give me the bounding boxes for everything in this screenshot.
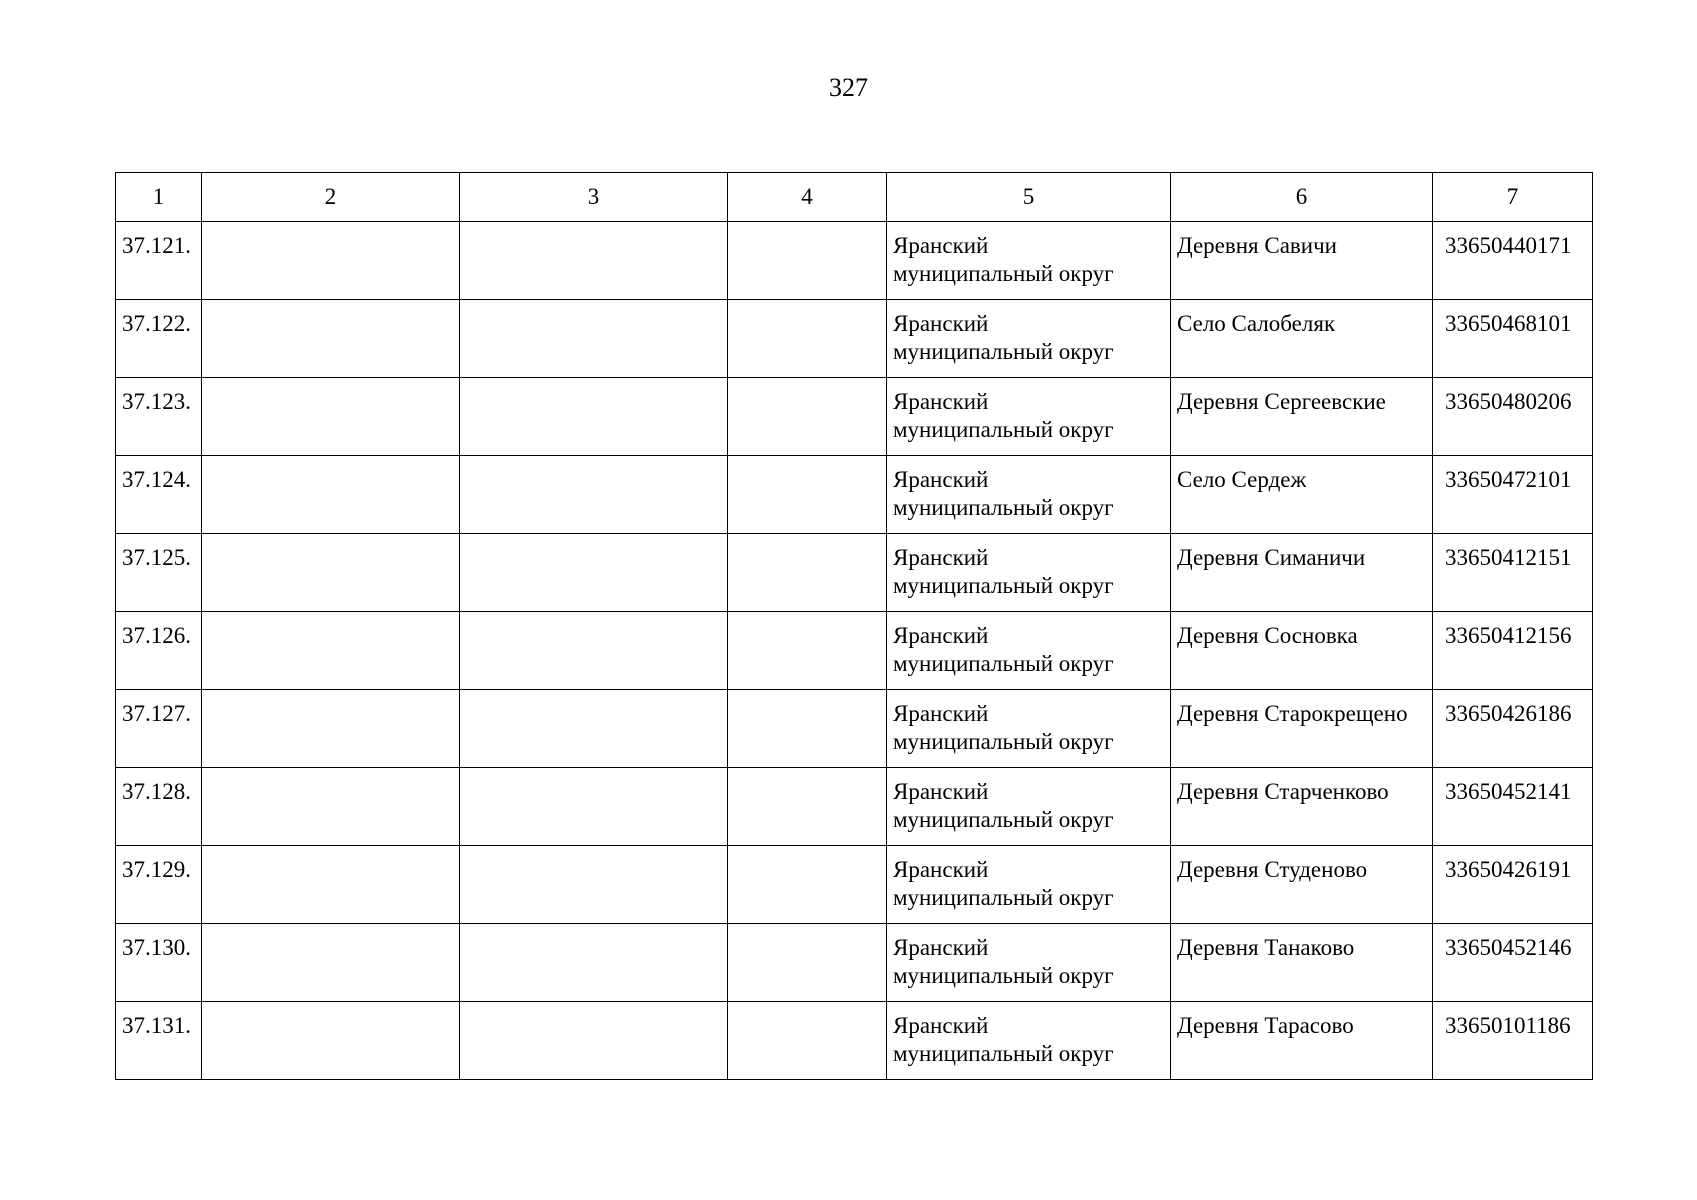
table-body (116, 222, 1593, 1080)
oktmo-code-cell-text: 33650440171 (1445, 233, 1572, 258)
settlement-cell (1171, 924, 1433, 1002)
settlement-cell (1171, 456, 1433, 534)
district-cell (887, 378, 1171, 456)
column-4-cell-text (728, 768, 886, 778)
column-3-cell-text (460, 612, 727, 622)
oktmo-code-cell-text: 33650480206 (1445, 389, 1572, 414)
row-number-cell (116, 690, 202, 768)
column-4-cell (728, 378, 887, 456)
column-2-cell-text (202, 1002, 459, 1012)
settlement-cell (1171, 768, 1433, 846)
column-2-cell (202, 924, 460, 1002)
column-2-cell (202, 300, 460, 378)
oktmo-code-cell (1433, 612, 1593, 690)
column-4-cell (728, 1002, 887, 1080)
column-header-6: 6 (1171, 173, 1433, 222)
oktmo-code-cell-text: 33650426186 (1445, 701, 1572, 726)
row-number-cell-text: 37.127. (122, 701, 191, 726)
row-number-cell-text: 37.121. (122, 233, 191, 258)
district-cell-text: Яранский муниципальный округ (893, 233, 1114, 286)
row-number-cell-text: 37.131. (122, 1013, 191, 1038)
row-number-cell (116, 534, 202, 612)
column-4-cell (728, 612, 887, 690)
settlement-cell-text: Деревня Сосновка (1177, 623, 1358, 648)
column-4-cell (728, 846, 887, 924)
table-row (116, 846, 1593, 924)
page-number: 327 (829, 73, 868, 102)
table-row (116, 690, 1593, 768)
settlement-cell-text: Деревня Симаничи (1177, 545, 1366, 570)
column-4-cell (728, 768, 887, 846)
settlement-cell-text: Деревня Старченково (1177, 779, 1389, 804)
column-3-cell-text (460, 924, 727, 934)
settlement-cell (1171, 378, 1433, 456)
row-number-cell-text: 37.126. (122, 623, 191, 648)
row-number-cell-text: 37.129. (122, 857, 191, 882)
settlement-cell-text: Деревня Савичи (1177, 233, 1337, 258)
column-3-cell-text (460, 222, 727, 232)
column-2-cell-text (202, 534, 459, 544)
settlement-cell-text: Село Сердеж (1177, 467, 1307, 492)
oktmo-code-cell (1433, 300, 1593, 378)
oktmo-code-cell (1433, 768, 1593, 846)
row-number-cell (116, 222, 202, 300)
table-row (116, 534, 1593, 612)
column-3-cell (460, 924, 728, 1002)
district-cell (887, 846, 1171, 924)
column-header-5: 5 (887, 173, 1171, 222)
oktmo-code-cell (1433, 456, 1593, 534)
column-3-cell (460, 378, 728, 456)
column-4-cell-text (728, 690, 886, 700)
settlement-cell-text: Деревня Студеново (1177, 857, 1368, 882)
row-number-cell (116, 300, 202, 378)
column-4-cell (728, 534, 887, 612)
table-row (116, 378, 1593, 456)
column-3-cell (460, 768, 728, 846)
district-cell-text: Яранский муниципальный округ (893, 467, 1114, 520)
column-3-cell (460, 612, 728, 690)
column-2-cell (202, 534, 460, 612)
settlement-cell (1171, 300, 1433, 378)
table-header-row (116, 173, 1593, 222)
district-cell (887, 1002, 1171, 1080)
column-4-cell (728, 456, 887, 534)
column-header-1: 1 (116, 173, 202, 222)
oktmo-code-cell-text: 33650426191 (1445, 857, 1572, 882)
oktmo-code-cell (1433, 924, 1593, 1002)
row-number-cell (116, 924, 202, 1002)
settlement-cell-text: Село Салобеляк (1177, 311, 1336, 336)
column-4-cell-text (728, 1002, 886, 1012)
district-cell (887, 768, 1171, 846)
column-4-cell-text (728, 846, 886, 856)
table-row (116, 612, 1593, 690)
column-3-cell (460, 846, 728, 924)
column-3-cell-text (460, 300, 727, 310)
oktmo-code-cell (1433, 378, 1593, 456)
settlement-cell (1171, 612, 1433, 690)
row-number-cell (116, 846, 202, 924)
column-4-cell (728, 690, 887, 768)
district-cell-text: Яранский муниципальный округ (893, 701, 1114, 754)
column-2-cell (202, 1002, 460, 1080)
oktmo-code-cell (1433, 534, 1593, 612)
district-cell-text: Яранский муниципальный округ (893, 389, 1114, 442)
column-header-3: 3 (460, 173, 728, 222)
table-row (116, 924, 1593, 1002)
column-2-cell (202, 456, 460, 534)
row-number-cell (116, 1002, 202, 1080)
column-2-cell (202, 378, 460, 456)
district-cell (887, 690, 1171, 768)
district-cell (887, 300, 1171, 378)
column-header-7: 7 (1433, 173, 1593, 222)
district-cell-text: Яранский муниципальный округ (893, 311, 1114, 364)
column-4-cell-text (728, 612, 886, 622)
table-row (116, 222, 1593, 300)
row-number-cell-text: 37.124. (122, 467, 191, 492)
column-4-cell (728, 300, 887, 378)
column-4-cell-text (728, 924, 886, 934)
district-cell-text: Яранский муниципальный округ (893, 545, 1114, 598)
column-3-cell (460, 456, 728, 534)
oktmo-code-cell-text: 33650412151 (1445, 545, 1572, 570)
district-cell (887, 924, 1171, 1002)
row-number-cell-text: 37.122. (122, 311, 191, 336)
column-4-cell-text (728, 534, 886, 544)
row-number-cell-text: 37.123. (122, 389, 191, 414)
column-2-cell (202, 690, 460, 768)
column-3-cell-text (460, 534, 727, 544)
column-2-cell-text (202, 924, 459, 934)
column-2-cell (202, 612, 460, 690)
district-cell-text: Яранский муниципальный округ (893, 779, 1114, 832)
column-4-cell-text (728, 300, 886, 310)
column-2-cell-text (202, 378, 459, 388)
column-3-cell-text (460, 846, 727, 856)
column-2-cell (202, 846, 460, 924)
district-cell (887, 534, 1171, 612)
settlement-cell (1171, 690, 1433, 768)
column-3-cell (460, 1002, 728, 1080)
column-4-cell (728, 924, 887, 1002)
district-cell (887, 612, 1171, 690)
oktmo-code-cell (1433, 1002, 1593, 1080)
column-3-cell (460, 300, 728, 378)
district-cell-text: Яранский муниципальный округ (893, 857, 1114, 910)
settlement-cell-text: Деревня Сергеевские (1177, 389, 1386, 414)
column-3-cell-text (460, 690, 727, 700)
column-2-cell-text (202, 612, 459, 622)
row-number-cell (116, 612, 202, 690)
column-2-cell-text (202, 690, 459, 700)
settlement-cell-text: Деревня Танаково (1177, 935, 1355, 960)
column-3-cell-text (460, 378, 727, 388)
settlement-cell (1171, 534, 1433, 612)
column-2-cell-text (202, 846, 459, 856)
oktmo-code-cell-text: 33650452146 (1445, 935, 1572, 960)
settlement-cell-text: Деревня Старокрещено (1177, 701, 1408, 726)
column-4-cell-text (728, 378, 886, 388)
district-cell-text: Яранский муниципальный округ (893, 935, 1114, 988)
column-3-cell-text (460, 456, 727, 466)
column-2-cell (202, 222, 460, 300)
district-cell-text: Яранский муниципальный округ (893, 1013, 1114, 1066)
column-2-cell (202, 768, 460, 846)
oktmo-code-cell (1433, 846, 1593, 924)
table-row (116, 456, 1593, 534)
oktmo-code-cell-text: 33650412156 (1445, 623, 1572, 648)
table-row (116, 768, 1593, 846)
column-3-cell (460, 690, 728, 768)
district-cell-text: Яранский муниципальный округ (893, 623, 1114, 676)
settlements-table (115, 172, 1593, 1080)
row-number-cell (116, 768, 202, 846)
settlement-cell-text: Деревня Тарасово (1177, 1013, 1354, 1038)
column-2-cell-text (202, 768, 459, 778)
table-row (116, 1002, 1593, 1080)
column-3-cell-text (460, 1002, 727, 1012)
row-number-cell-text: 37.130. (122, 935, 191, 960)
column-header-2: 2 (202, 173, 460, 222)
oktmo-code-cell-text: 33650472101 (1445, 467, 1572, 492)
column-4-cell (728, 222, 887, 300)
row-number-cell-text: 37.128. (122, 779, 191, 804)
column-2-cell-text (202, 456, 459, 466)
column-3-cell (460, 222, 728, 300)
oktmo-code-cell (1433, 222, 1593, 300)
district-cell (887, 456, 1171, 534)
oktmo-code-cell-text: 33650468101 (1445, 311, 1572, 336)
settlement-cell (1171, 222, 1433, 300)
settlement-cell (1171, 1002, 1433, 1080)
district-cell (887, 222, 1171, 300)
row-number-cell-text: 37.125. (122, 545, 191, 570)
table-row (116, 300, 1593, 378)
column-3-cell-text (460, 768, 727, 778)
row-number-cell (116, 456, 202, 534)
settlement-cell (1171, 846, 1433, 924)
oktmo-code-cell-text: 33650101186 (1445, 1013, 1571, 1038)
oktmo-code-cell (1433, 690, 1593, 768)
column-4-cell-text (728, 456, 886, 466)
column-4-cell-text (728, 222, 886, 232)
column-3-cell (460, 534, 728, 612)
column-2-cell-text (202, 300, 459, 310)
oktmo-code-cell-text: 33650452141 (1445, 779, 1572, 804)
row-number-cell (116, 378, 202, 456)
column-header-4: 4 (728, 173, 887, 222)
column-2-cell-text (202, 222, 459, 232)
